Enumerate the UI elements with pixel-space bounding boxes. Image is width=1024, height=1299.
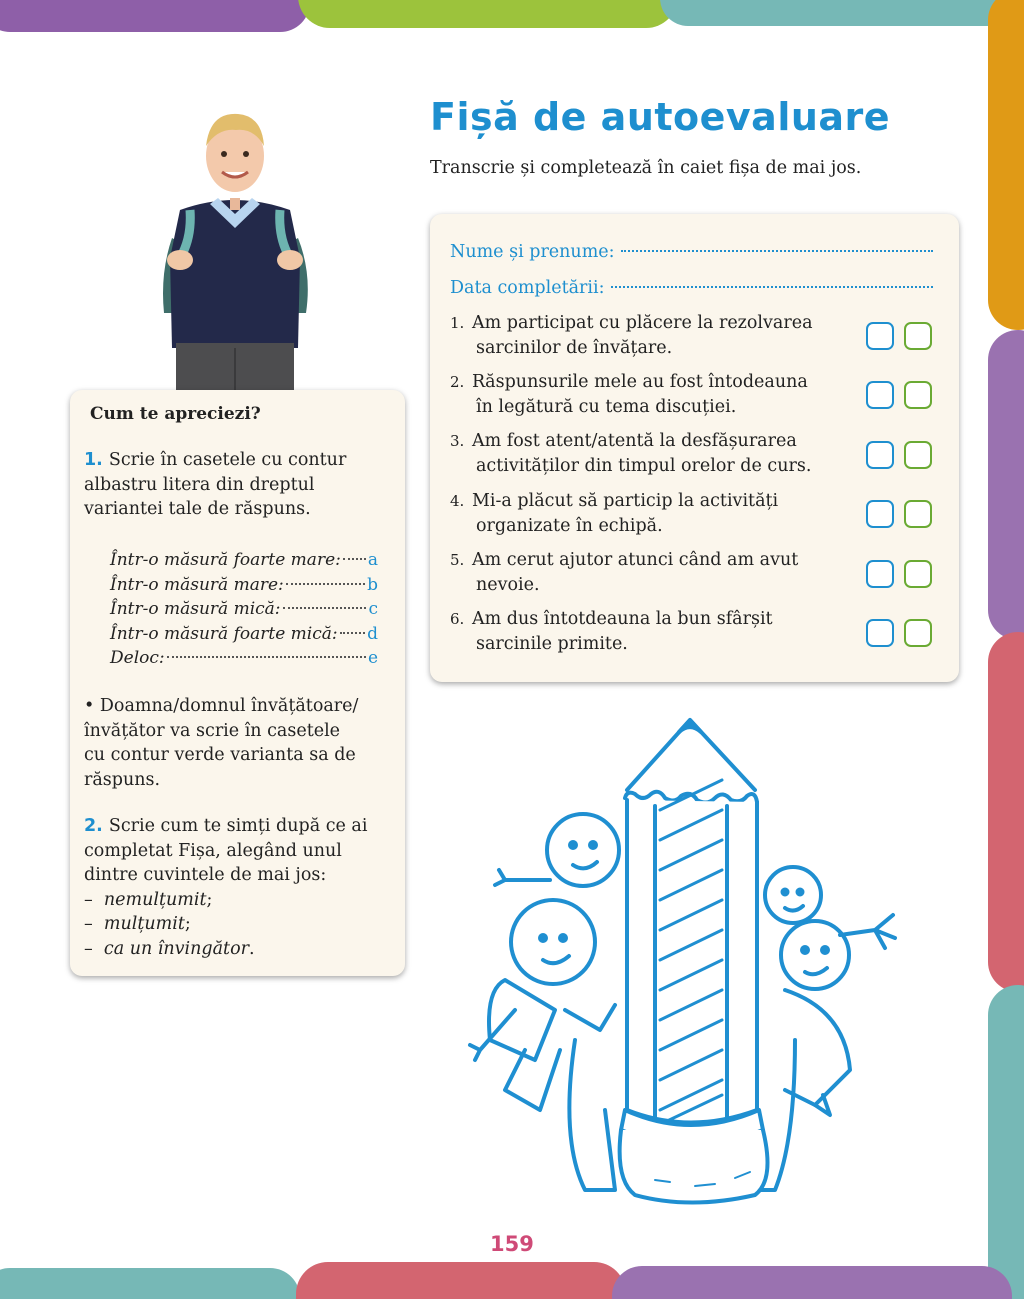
item-text-line: sarcinile primite. [476,634,628,654]
student-answer-box[interactable] [866,500,894,528]
page-number: 159 [490,1232,534,1256]
note-line: Doamna/domnul învățătoare/ [99,696,359,716]
item-text-line: Am fost atent/atentă la desfășurarea [472,431,797,451]
task-1-text-line: variantei tale de răspuns. [84,499,311,519]
task-2-text-line: completat Fișa, alegând unul [84,840,342,861]
scale-row [110,646,378,671]
assessment-item [450,311,850,361]
scale-letter: e [367,648,378,668]
student-answer-box[interactable] [866,381,894,409]
frame-strip-top-purple [0,0,310,32]
student-answer-box[interactable] [866,322,894,350]
answer-scale [110,548,378,671]
assessment-item [450,489,850,539]
scale-row [110,597,378,622]
task-2-text-line: dintre cuvintele de mai jos: [84,865,327,885]
frame-strip-top-teal [660,0,1020,26]
item-text-line: Răspunsurile mele au fost întodeauna [472,372,808,392]
frame-strip-right-red [988,632,1024,992]
item-text-line: organizate în echipă. [476,516,663,536]
dot-leader [343,558,366,560]
option-punct: ; [206,889,213,910]
name-field[interactable] [450,242,933,262]
assessment-item [450,429,850,479]
dot-leader [340,632,365,634]
item-text-line: sarcinilor de învățare. [476,338,673,358]
teacher-answer-box[interactable] [904,560,932,588]
scale-letter: d [367,623,378,644]
scale-row [110,548,378,573]
task-2-number: 2. [84,816,103,836]
teacher-note [84,694,358,792]
option-word: mulțumit [103,914,185,934]
frame-strip-right-teal [988,985,1024,1299]
item-text-line: Mi-a plăcut să particip la activități [472,491,779,511]
item-number: 4. [450,492,465,510]
page-title: Fișă de autoevaluare [430,95,891,139]
scale-label: Într-o măsură mare: [110,574,284,595]
task-1-number: 1. [84,450,103,470]
item-text-line: activităților din timpul orelor de curs. [476,456,812,476]
schoolboy-photo [150,98,320,398]
item-text-line: Am dus întotdeauna la bun sfârșit [472,609,773,629]
option-punct: . [248,938,255,959]
scale-label: Deloc: [110,648,165,668]
teacher-answer-box[interactable] [904,619,932,647]
dash: – [84,914,93,934]
item-number: 5. [450,551,465,569]
task-1 [84,448,346,522]
item-number: 3. [450,432,465,450]
student-answer-box[interactable] [866,441,894,469]
teacher-answer-box[interactable] [904,500,932,528]
item-number: 6. [450,610,465,628]
scale-label: Într-o măsură foarte mare: [110,550,341,570]
task-2-text-line: Scrie cum te simți după ce ai [108,816,368,836]
student-answer-box[interactable] [866,560,894,588]
self-assessment-sheet [430,214,959,682]
item-number: 2. [450,373,465,391]
bullet: • [84,696,95,716]
task-1-text-line: Scrie în casetele cu contur [108,450,347,470]
teacher-answer-box[interactable] [904,441,932,469]
option-word: nemulțumit [103,889,207,910]
frame-strip-right-purple [988,330,1024,640]
dash: – [84,889,93,910]
teacher-answer-box[interactable] [904,381,932,409]
frame-strip-right-orange [988,0,1024,330]
scale-letter: a [367,550,378,570]
item-text-line: Am participat cu plăcere la rezolvarea [472,313,813,333]
item-text-line: nevoie. [476,575,540,595]
option-word: ca un învingător [103,938,249,959]
item-text-line: Am cerut ajutor atunci când am avut [472,550,799,570]
self-assessment-instructions-card [70,390,405,976]
teacher-answer-box[interactable] [904,322,932,350]
dot-leader [621,250,933,252]
frame-strip-bottom-red [296,1262,626,1299]
task-2 [84,814,367,961]
date-label: Data completării: [450,278,605,298]
frame-strip-top-green [298,0,678,28]
item-number: 1. [450,314,465,332]
scale-letter: b [367,574,378,595]
scale-label: Într-o măsură mică: [110,599,281,619]
scale-letter: c [368,599,378,619]
pencil-with-children-illustration [465,710,905,1210]
name-label: Nume și prenume: [450,242,615,262]
assessment-item [450,370,850,420]
dash: – [84,938,93,959]
dot-leader [286,583,365,585]
note-line: învățător va scrie în casetele [84,720,341,741]
date-field[interactable] [450,278,933,298]
card-heading: Cum te apreciezi? [90,404,261,424]
assessment-item [450,607,850,657]
task-1-text-line: albastru litera din dreptul [84,474,315,495]
scale-row [110,573,378,598]
student-answer-box[interactable] [866,619,894,647]
scale-row [110,622,378,647]
dot-leader [167,656,366,658]
dot-leader [611,286,933,288]
note-line: cu contur verde varianta sa de [84,745,356,765]
assessment-item [450,548,850,598]
scale-label: Într-o măsură foarte mică: [110,623,338,644]
page-subtitle: Transcrie și completează în caiet fișa de mai jos. [430,158,862,178]
frame-strip-bottom-purple [612,1266,1012,1299]
frame-strip-bottom-teal [0,1268,300,1299]
dot-leader [283,607,367,609]
option-punct: ; [184,914,191,934]
note-line: răspuns. [84,769,161,790]
item-text-line: în legătură cu tema discuției. [476,397,737,417]
